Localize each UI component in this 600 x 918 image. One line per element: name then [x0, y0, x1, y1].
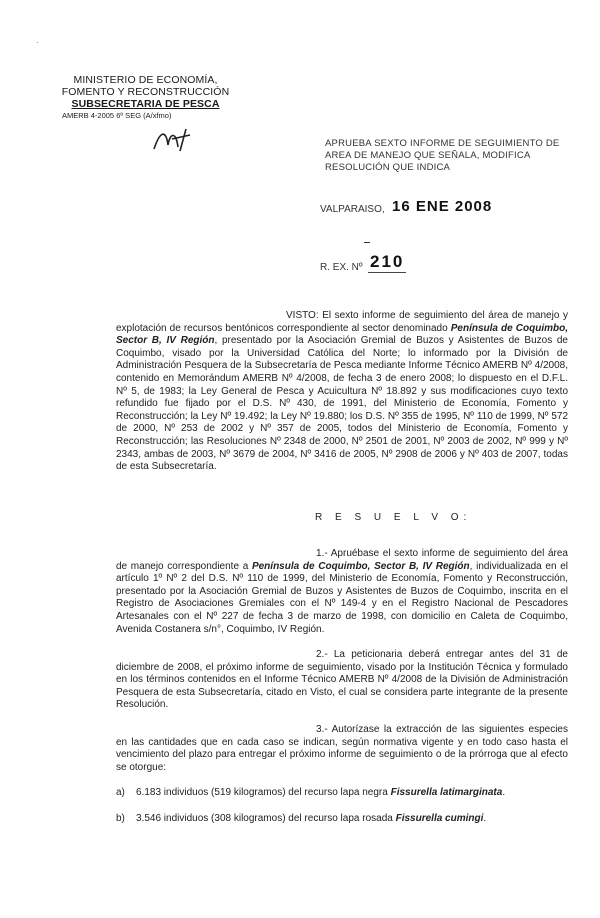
file-reference: AMERB 4-2005 6º SEG (A/xfmo): [62, 111, 172, 120]
item-end: .: [502, 787, 506, 798]
species-item: [116, 787, 505, 798]
item-text: 6.183 individuos (519 kilogramos) del recurso lapa negra: [136, 787, 388, 798]
visto-text: VISTO: El sexto informe de seguimiento del área de manejo y explotación de recursos bentónicos correspondiente al sector denominado: [116, 310, 568, 334]
species-name: Fissurella cumingi: [395, 813, 484, 824]
article-2: 2.- La peticionaria deberá entregar antes del 31 de diciembre de 2008, el próximo informe de seguimiento, visado por la Institución Técnica y formulado en los términos contenidos en el Informe Técnico AMERB Nº 4/2008 de la División de Administración Pesquera de esta Subsecretaría, citado en Visto, el cual se considera parte integrante de la presente Resolución.: [116, 649, 568, 711]
visto-text: , presentado por la Asociación Gremial de Buzos y Asistentes de Buzos de Coquimbo, visado por la Universidad Católica del Norte; lo informado por la División de Administración Pesquera de la Subsecretaría de Pesca mediante Informe Técnico AMERB Nº 4/2008, contenido en Memorándum AMERB Nº 4/2008, de fecha 3 de enero 2008; lo dispuesto en el D.F.L. Nº 5, de 1983; la Ley General de Pesca y Acuicultura Nº 18.892 y sus modificaciones cuyo texto refundido fue fijado por el D.S. Nº 430, de 1991, del Ministerio de Economía, Fomento y Reconstrucción; la Ley Nº 19.492; la Ley Nº 19.880; los D.S. Nº 355 de 1995, Nº 110 de 1999, Nº 572 de 2000, Nº 253 de 2002 y Nº 357 de 2005, todos del Ministerio de Economía, Fomento y Reconstrucción; las Resoluciones Nº 2348 de 2000, Nº 2501 de 2001, Nº 2003 de 2002, Nº 999 y Nº 2343, ambas de 2003, Nº 3679 de 2004, Nº 3416 de 2005, Nº 2908 de 2006 y Nº 403 de 2007, todas de esta Subsecretaría.: [116, 335, 568, 473]
place-name: Península de Coquimbo, Sector B, IV Región: [251, 560, 470, 572]
date-stamp: 16 ENE 2008: [392, 198, 493, 215]
item-tag: b): [116, 813, 125, 824]
document-title: APRUEBA SEXTO INFORME DE SEGUIMIENTO DE AREA DE MANEJO QUE SEÑALA, MODIFICA RESOLUCIÓN QUE INDICA: [325, 138, 560, 173]
item-text: 3.546 individuos (308 kilogramos) del recurso lapa rosada: [136, 813, 393, 824]
article-1: [116, 548, 568, 636]
resuelvo-heading: R E S U E L V O:: [315, 512, 472, 523]
item-end: .: [483, 813, 487, 824]
resolution-label: R. EX. Nº: [320, 262, 363, 273]
article-text: , individualizada en el artículo 1º Nº 2 del D.S. Nº 110 de 1999, del Ministerio de Economía, Fomento y Reconstrucción, presentado por la Asociación Gremial de Buzos y Asistentes de Buzos de Coquimbo, inscrita en el Registro de Asociaciones Gremiales con el Nº 149-4 y en el Registro Nacional de Pescadores Artesanales con el Nº 227 de fecha 3 de marzo de 1998, con domicilio en Caleta de Coquimbo, Avenida Costanera s/n°, Coquimbo, IV Región.: [116, 560, 569, 635]
scan-mark: ·: [36, 38, 39, 47]
resolution-number: 210: [370, 252, 405, 271]
place-label: VALPARAISO,: [320, 204, 385, 215]
article-3: 3.- Autorízase la extracción de las siguientes especies en las cantidades que en cada caso se indican, según normativa vigente y en todo caso hasta el vencimiento del plazo para entregar el próximo informe de seguimiento o de la prórroga que al efecto se otorgue:: [116, 724, 568, 773]
visto-paragraph: [116, 310, 568, 474]
species-item: [116, 813, 486, 824]
initials-signature-icon: [150, 125, 196, 155]
ministry-header: [58, 74, 233, 122]
ministry-line: FOMENTO Y RECONSTRUCCIÓN: [61, 86, 230, 98]
item-tag: a): [116, 787, 125, 798]
place-name: Península de Coquimbo, Sector B, IV Región: [116, 322, 568, 347]
subsecretaria-line: SUBSECRETARIA DE PESCA: [71, 98, 220, 110]
ministry-line: MINISTERIO DE ECONOMÍA,: [73, 74, 218, 86]
divider: [364, 242, 370, 243]
article-text: 1.- Apruébase el sexto informe de seguimiento del área de manejo correspondiente a: [116, 548, 568, 572]
species-name: Fissurella latimarginata: [390, 787, 503, 798]
